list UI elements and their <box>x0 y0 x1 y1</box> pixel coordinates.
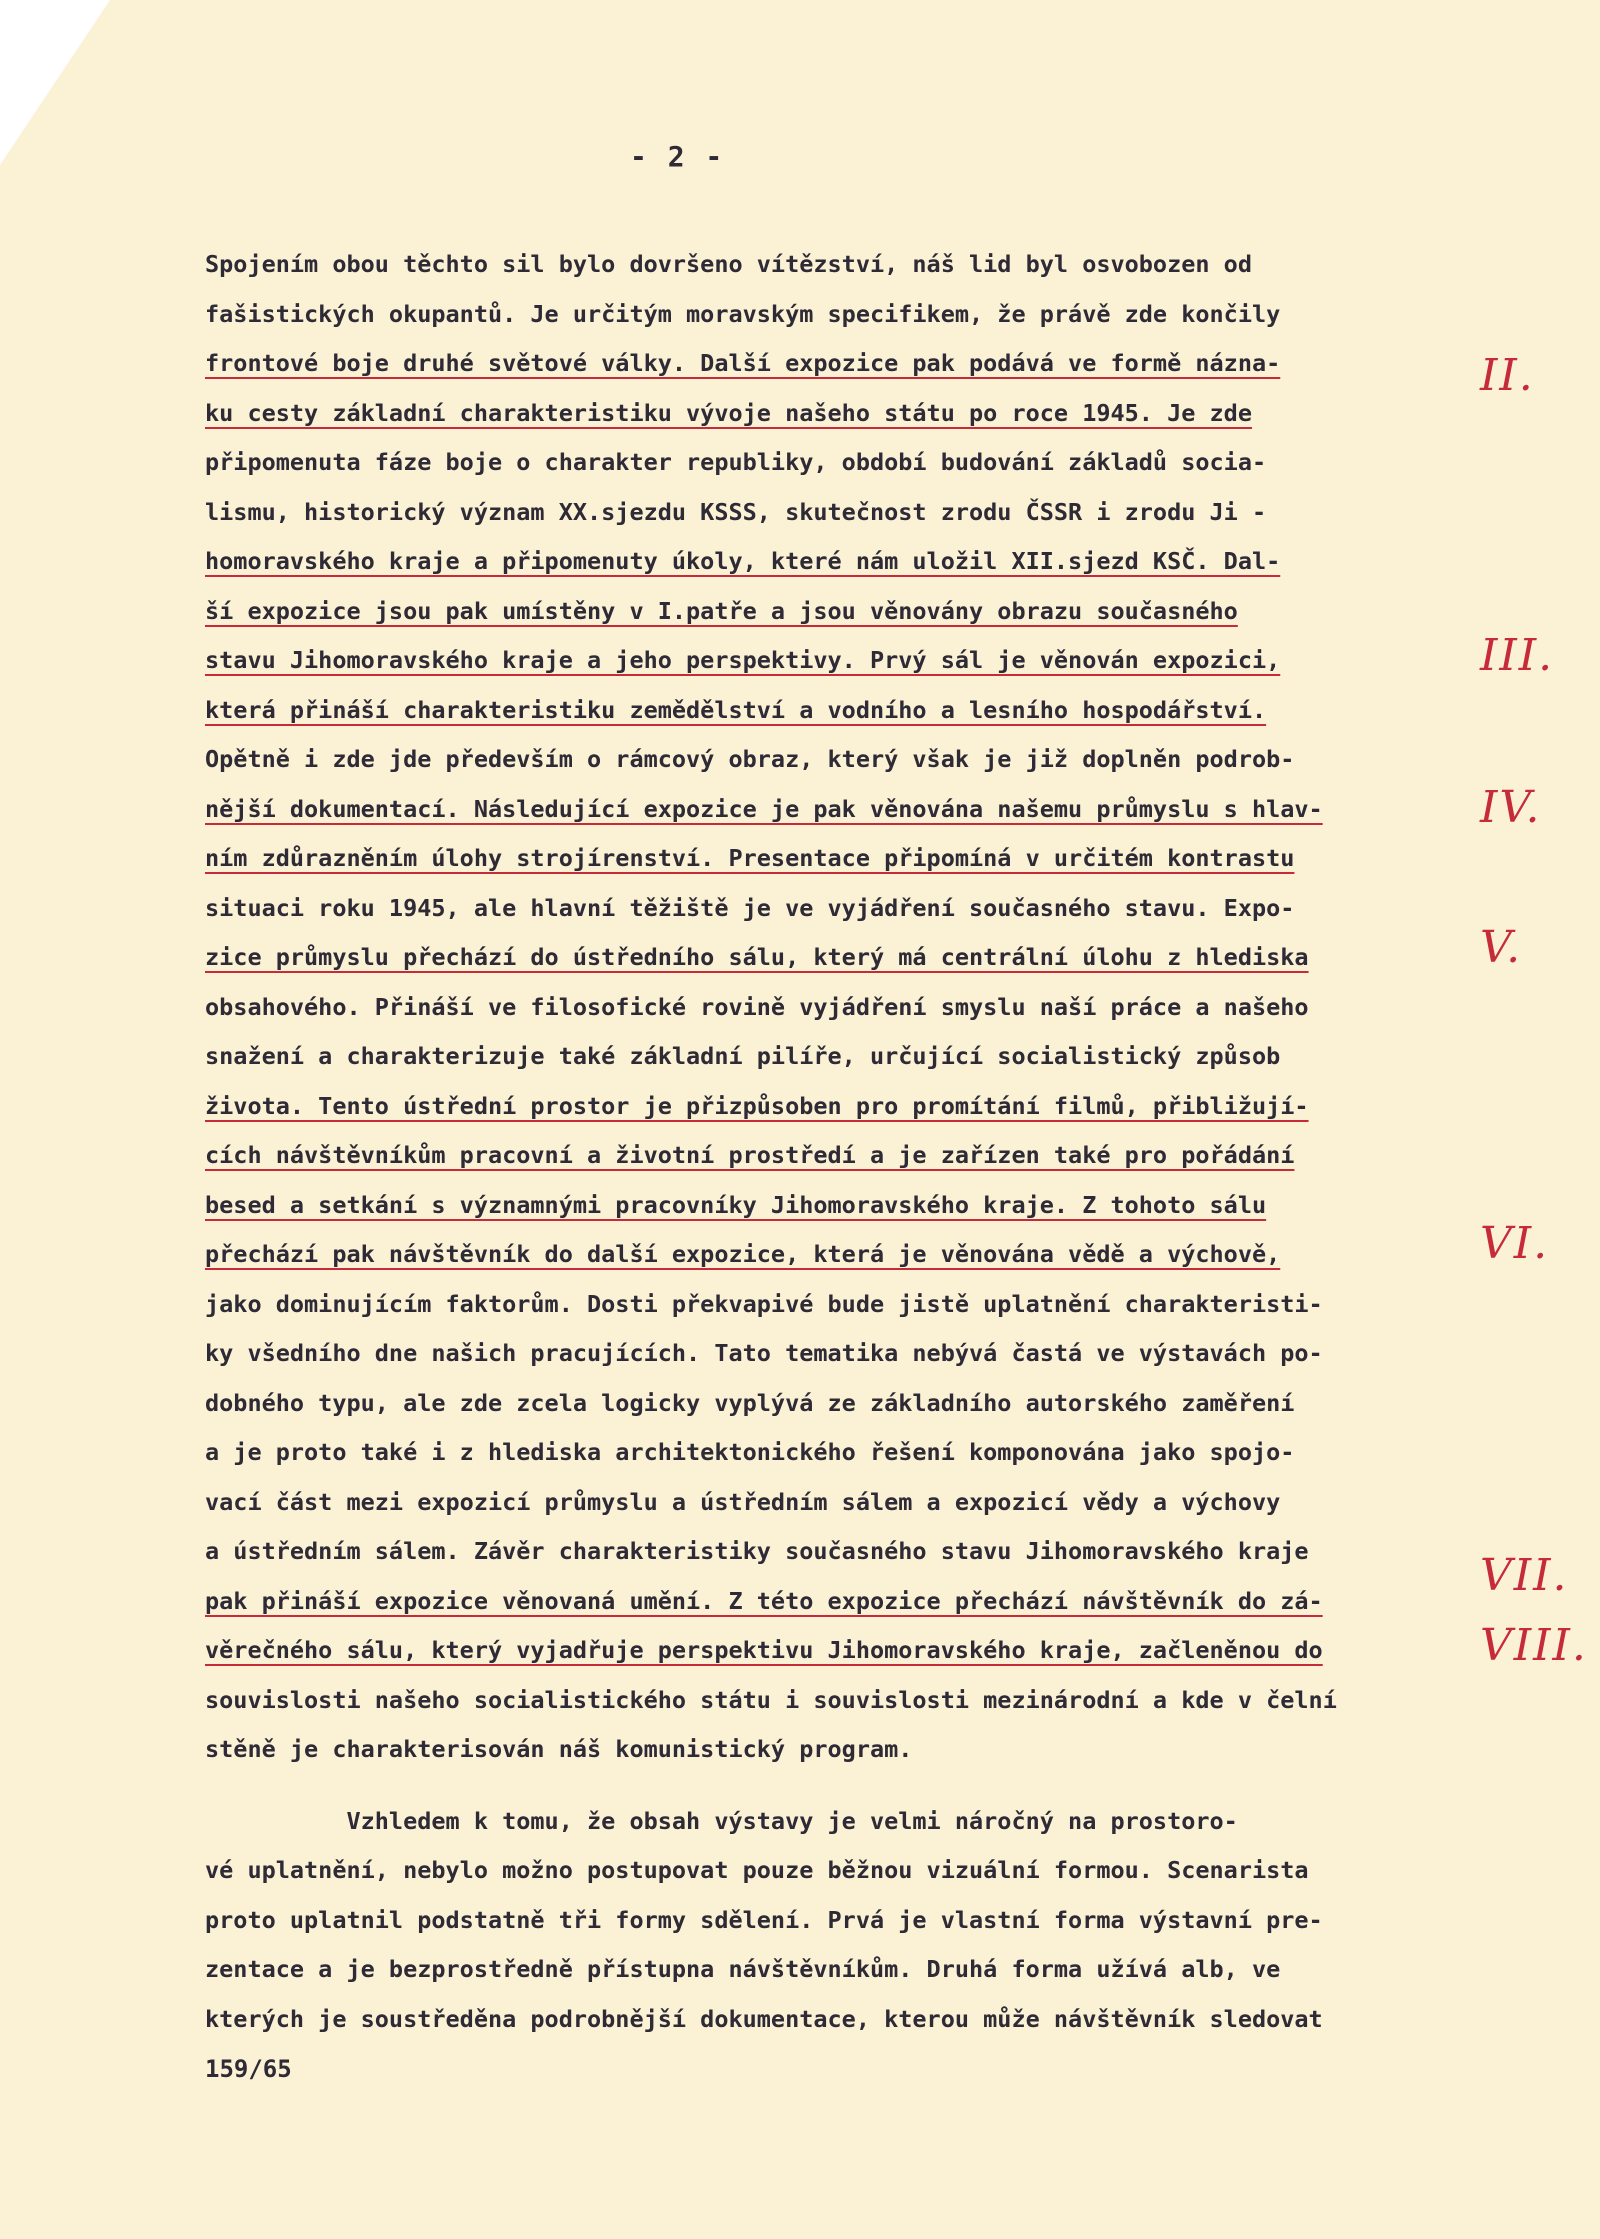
margin-mark: VII. <box>1480 1550 1569 1601</box>
text-line: připomenuta fáze boje o charakter republiky, období budování základů socia- <box>205 448 1267 476</box>
text-line: a je proto také i z hlediska architektonického řešení komponována jako spojo- <box>205 1438 1295 1466</box>
margin-mark: III. <box>1480 630 1555 681</box>
text-line: besed a setkání s významnými pracovníky Jihomoravského kraje. Z tohoto sálu <box>205 1190 1267 1219</box>
text-line: situaci roku 1945, ale hlavní těžiště je ve vyjádření současného stavu. Expo- <box>205 893 1295 922</box>
text-line: Spojením obou těchto sil bylo dovršeno vítězství, náš lid byl osvobozen od <box>205 250 1252 278</box>
text-line: stěně je charakterisován náš komunistický program. <box>205 1735 913 1763</box>
text-line: zentace a je bezprostředně přístupna návštěvníkům. Druhá forma užívá alb, ve <box>205 1955 1281 1983</box>
text-line: lismu, historický význam XX.sjezdu KSSS, skutečnost zrodu ČSSR i zrodu Ji - <box>205 497 1267 526</box>
text-line: fašistických okupantů. Je určitým moravským specifikem, že právě zde končily <box>205 299 1281 328</box>
text-line: vací část mezi expozicí průmyslu a ústředním sálem a expozicí vědy a výchovy <box>205 1487 1281 1516</box>
text-line: snažení a charakterizuje také základní pilíře, určující socialistický způsob <box>205 1042 1281 1070</box>
margin-mark: V. <box>1480 922 1523 973</box>
text-line: přechází pak návštěvník do další expozice, která je věnována vědě a výchově, <box>205 1240 1281 1268</box>
text-line: ním zdůrazněním úlohy strojírenství. Presentace připomíná v určitém kontrastu <box>205 844 1295 872</box>
margin-mark: IV. <box>1480 782 1542 833</box>
margin-mark: II. <box>1480 350 1535 401</box>
text-line: života. Tento ústřední prostor je přizpůsoben pro promítání filmů, přibližují- <box>205 1091 1309 1120</box>
body-text <box>205 240 1475 2044</box>
text-line: stavu Jihomoravského kraje a jeho perspektivy. Prvý sál je věnován expozici, <box>205 646 1281 674</box>
text-line: jako dominujícím faktorům. Dosti překvapivé bude jistě uplatnění charakteristi- <box>205 1289 1323 1318</box>
page-number: - 2 - <box>630 140 725 173</box>
document-id: 159/65 <box>205 2055 292 2083</box>
text-line: pak přináší expozice věnovaná umění. Z této expozice přechází návštěvník do zá- <box>205 1586 1323 1615</box>
text-line: ší expozice jsou pak umístěny v I.patře a jsou věnovány obrazu současného <box>205 596 1238 625</box>
text-line: obsahového. Přináší ve filosofické rovině vyjádření smyslu naší práce a našeho <box>205 992 1309 1021</box>
text-line: homoravského kraje a připomenuty úkoly, které nám uložil XII.sjezd KSČ. Dal- <box>205 547 1281 575</box>
text-line: Vzhledem k tomu, že obsah výstavy je velmi náročný na prostoro- <box>205 1806 1238 1835</box>
text-line: nější dokumentací. Následující expozice je pak věnována našemu průmyslu s hlav- <box>205 794 1323 823</box>
text-line: kterých je soustředěna podrobnější dokumentace, kterou může návštěvník sledovat <box>205 2004 1323 2033</box>
margin-mark: VIII. <box>1480 1620 1588 1671</box>
margin-mark: VI. <box>1480 1218 1550 1269</box>
text-line: proto uplatnil podstatně tři formy sdělení. Prvá je vlastní forma výstavní pre- <box>205 1905 1323 1934</box>
text-line: dobného typu, ale zde zcela logicky vyplývá ze základního autorského zaměření <box>205 1388 1295 1417</box>
text-line: ku cesty základní charakteristiku vývoje našeho státu po roce 1945. Je zde <box>205 398 1252 427</box>
text-line: souvislosti našeho socialistického státu i souvislosti mezinárodní a kde v čelní <box>205 1685 1337 1714</box>
text-line: věrečného sálu, který vyjadřuje perspektivu Jihomoravského kraje, začleněnou do <box>205 1636 1323 1664</box>
text-line: a ústředním sálem. Závěr charakteristiky současného stavu Jihomoravského kraje <box>205 1537 1309 1565</box>
text-line: ky všedního dne našich pracujících. Tato tematika nebývá častá ve výstavách po- <box>205 1339 1323 1367</box>
text-line: cích návštěvníkům pracovní a životní prostředí a je zařízen také pro pořádání <box>205 1141 1295 1169</box>
text-line: frontové boje druhé světové války. Další expozice pak podává ve formě názna- <box>205 349 1281 377</box>
text-line: vé uplatnění, nebylo možno postupovat pouze běžnou vizuální formou. Scenarista <box>205 1856 1309 1884</box>
text-line: Opětně i zde jde především o rámcový obraz, který však je již doplněn podrob- <box>205 745 1295 773</box>
text-line: která přináší charakteristiku zemědělství a vodního a lesního hospodářství. <box>205 695 1267 724</box>
text-line: zice průmyslu přechází do ústředního sálu, který má centrální úlohu z hlediska <box>205 943 1309 971</box>
